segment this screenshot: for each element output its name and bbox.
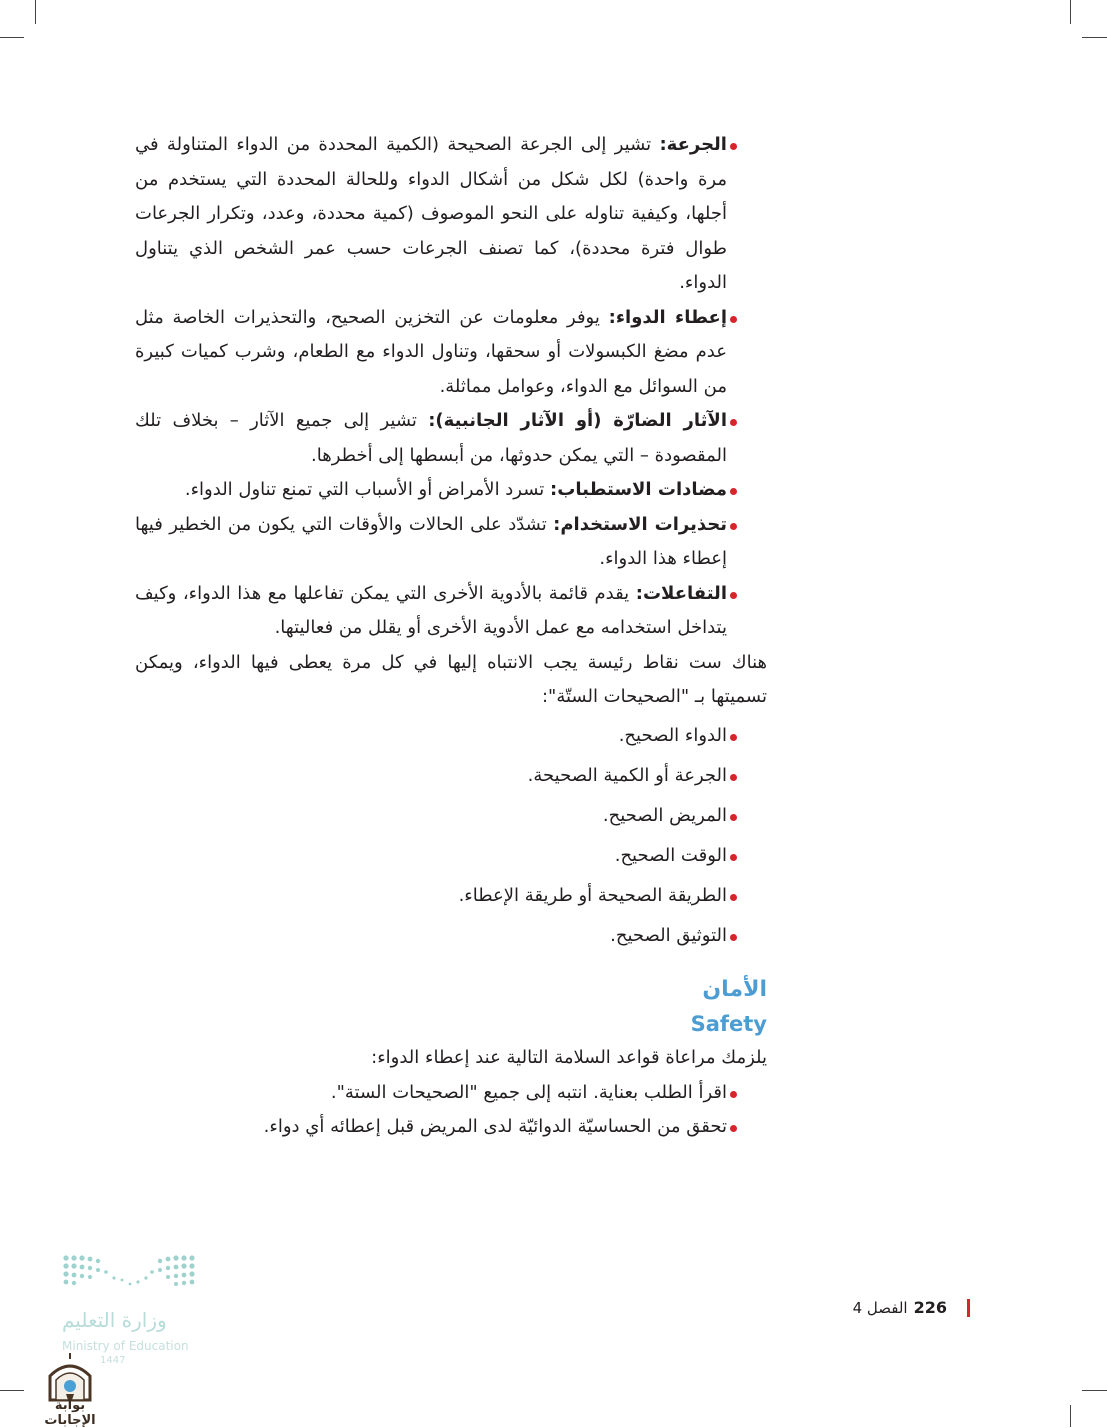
list-item: اقرأ الطلب بعناية. انتبه إلى جميع "الصحيحات الستة". [135,1076,767,1111]
ministry-name-arabic: وزارة التعليم [62,1308,167,1332]
site-watermark-text: بوابة الإجابات [44,1398,96,1428]
term-text: تشير إلى الجرعة الصحيحة (الكمية المحددة من الدواء المتناولة في مرة واحدة) لكل شكل من أشكال الدواء وللحالة المحددة التي يستخدم من أجلها، وكيفية تناوله على النحو الموصوف (كمية محددة، وعدد، وتكرار الجرعات طوال فترة محددة)، كما تصنف الجرعات حسب عمر الشخص الذي يتناول الدواء. [135,134,727,293]
ministry-name-english: Ministry of Education [62,1339,189,1353]
list-item: الجرعة أو الكمية الصحيحة. [135,759,767,794]
list-item [135,128,767,301]
safety-intro: يلزمك مراعاة قواعد السلامة التالية عند إعطاء الدواء: [371,1047,767,1068]
footer-divider [967,1299,970,1317]
ministry-year: 1447 [100,1355,126,1366]
list-item: التوثيق الصحيح. [135,919,767,954]
list-item: المريض الصحيح. [135,799,767,834]
crop-mark [1082,1390,1107,1391]
term-text: تسرد الأمراض أو الأسباب التي تمنع تناول الدواء. [184,479,545,500]
term-label: إعطاء الدواء: [608,306,727,328]
term-label: التفاعلات: [635,582,727,604]
crop-mark [35,0,36,24]
intro-paragraph: هناك ست نقاط رئيسة يجب الانتباه إليها في كل مرة يعطى فيها الدواء، ويمكن تسميتها بـ "الصحيحات الستّة": [135,651,767,707]
list-item [135,301,767,405]
section-heading-english: Safety [690,1012,767,1036]
list-item [135,577,767,646]
term-text: تشدّد على الحالات والأوقات التي يكون من الخطير فيها إعطاء هذا الدواء. [135,513,727,569]
list-item: الوقت الصحيح. [135,839,767,874]
drug-info-list [135,128,767,646]
crop-mark [0,37,24,38]
crop-mark [0,1390,24,1391]
chapter-label: الفصل 4 [852,1299,908,1317]
safety-rules-list [135,1076,767,1145]
page-number: 226 [913,1298,947,1317]
page-footer [853,1296,970,1320]
term-text: تشير إلى جميع الآثار – بخلاف تلك المقصودة – التي يمكن حدوثها، من أبسطها إلى أخطرها. [135,410,727,466]
list-item: تحقق من الحساسيّة الدوائيّة لدى المريض قبل إعطائه أي دواء. [135,1110,767,1145]
list-item [135,404,767,473]
term-label: تحذيرات الاستخدام: [553,513,727,535]
term-label: مضادات الاستطباب: [550,479,727,500]
crop-mark [1070,1405,1071,1427]
list-item: الدواء الصحيح. [135,719,767,754]
term-text: يقدم قائمة بالأدوية الأخرى التي يمكن تفاعلها مع هذا الدواء، وكيف يتداخل استخدامه مع عمل الأدوية الأخرى أو يقلل من فعاليتها. [135,582,727,638]
term-label: الآثار الضارّة (أو الآثار الجانبية): [428,410,727,431]
crop-mark [1070,0,1071,24]
section-heading-arabic: الأمان [702,977,767,1002]
term-text: يوفر معلومات عن التخزين الصحيح، والتحذيرات الخاصة مثل عدم مضغ الكبسولات أو سحقها، وتناول الدواء مع الطعام، وشرب كميات كبيرة من السوائل مع الدواء، وعوامل مماثلة. [135,306,727,397]
list-item [135,508,767,577]
page-content [135,128,767,1145]
list-item: الطريقة الصحيحة أو طريقة الإعطاء. [135,879,767,914]
six-rights-list [135,719,767,954]
term-label: الجرعة: [659,134,727,155]
crop-mark [1082,37,1107,38]
list-item [135,473,767,508]
